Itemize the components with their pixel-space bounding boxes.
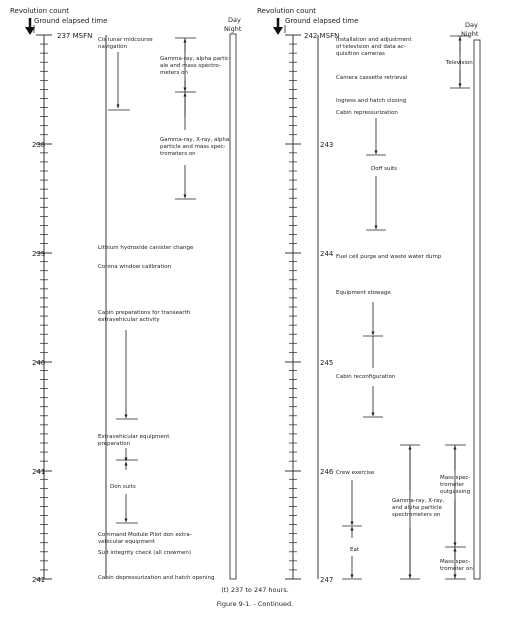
side-label: Gamma-ray, alpha partic- ale and mass spectro- meters on: [160, 56, 231, 76]
event-label: Extravehicular equipment preparation: [98, 434, 170, 447]
event-label: Lithium hydroxide canister change: [98, 245, 194, 251]
event-label: Cabin depressurization and hatch opening: [98, 575, 215, 581]
day-header: Day: [465, 21, 478, 29]
figure-caption: Figure 9-1. - Continued.: [216, 600, 294, 608]
hour-label-start: 237 MSFN: [57, 32, 93, 40]
hour-label: 239: [32, 250, 46, 258]
duration-arrows-left: [108, 38, 196, 523]
side-label: Mass spec- trometer outgassing: [440, 475, 471, 495]
event-label: Cis lunar midcourse navigation: [98, 37, 153, 50]
event-label: Gamma-ray, X-ray, and alpha particle spectrometers on: [392, 498, 445, 518]
event-label: Don suits: [110, 484, 136, 490]
hour-label: 246: [320, 468, 334, 476]
event-label: Suit integrity check (all crewmen): [98, 550, 191, 556]
hour-label: 245: [320, 359, 334, 367]
event-label: Doff suits: [371, 166, 398, 172]
hour-label: 247: [320, 576, 334, 584]
event-label: Camera cassette retrieval: [336, 75, 408, 81]
ground-elapsed-time-header: Ground elapsed time: [285, 17, 359, 25]
hour-label: 244: [320, 250, 334, 258]
side-label: Television: [446, 60, 473, 66]
revolution-count-arrowhead-icon: [273, 27, 283, 35]
day-night-bar: [230, 34, 236, 579]
event-label: Crew exercise: [336, 470, 375, 476]
hour-label: 238: [32, 141, 46, 149]
event-label: Fuel cell purge and waste water dump: [336, 254, 442, 260]
event-label: Equipment stowage: [336, 290, 391, 296]
figure-subcaption: (t) 237 to 247 hours.: [221, 586, 289, 594]
night-header: Night: [461, 30, 479, 38]
event-label: Ingress and hatch closing: [336, 98, 407, 104]
revolution-count-arrowhead-icon: [25, 27, 35, 35]
hour-label: 243: [320, 141, 334, 149]
side-label: Gamma-ray, X-ray, alpha particle and mass spec- trometers on: [160, 137, 230, 157]
event-label: Cabin preparations for transearth extravehicular activity: [98, 310, 191, 323]
event-label: Cabin repressurization: [336, 110, 398, 116]
night-header: Night: [224, 25, 242, 33]
day-header: Day: [228, 16, 241, 24]
event-label: Command Module Pilot don extra- vehicular equipment: [98, 532, 192, 545]
event-label: Eat: [350, 547, 360, 553]
left-column: [10, 7, 242, 584]
right-column: [257, 7, 480, 584]
revolution-count-header: Revolution count: [10, 7, 70, 15]
hour-label-start: 242 MSFN: [304, 32, 340, 40]
hour-label: 242: [32, 576, 46, 584]
event-label: Installation and adjustment of television and data ac- quisition cameras: [336, 37, 412, 57]
event-label: Cabin reconfiguration: [336, 374, 396, 380]
day-night-bar: [474, 40, 480, 579]
revolution-count-header: Revolution count: [257, 7, 317, 15]
hour-label: 240: [32, 359, 46, 367]
ground-elapsed-time-header: Ground elapsed time: [34, 17, 108, 25]
hour-label: 241: [32, 468, 46, 476]
event-label: Corona window calibration: [98, 264, 172, 270]
side-label: Mass spec- trometer on: [440, 559, 473, 572]
